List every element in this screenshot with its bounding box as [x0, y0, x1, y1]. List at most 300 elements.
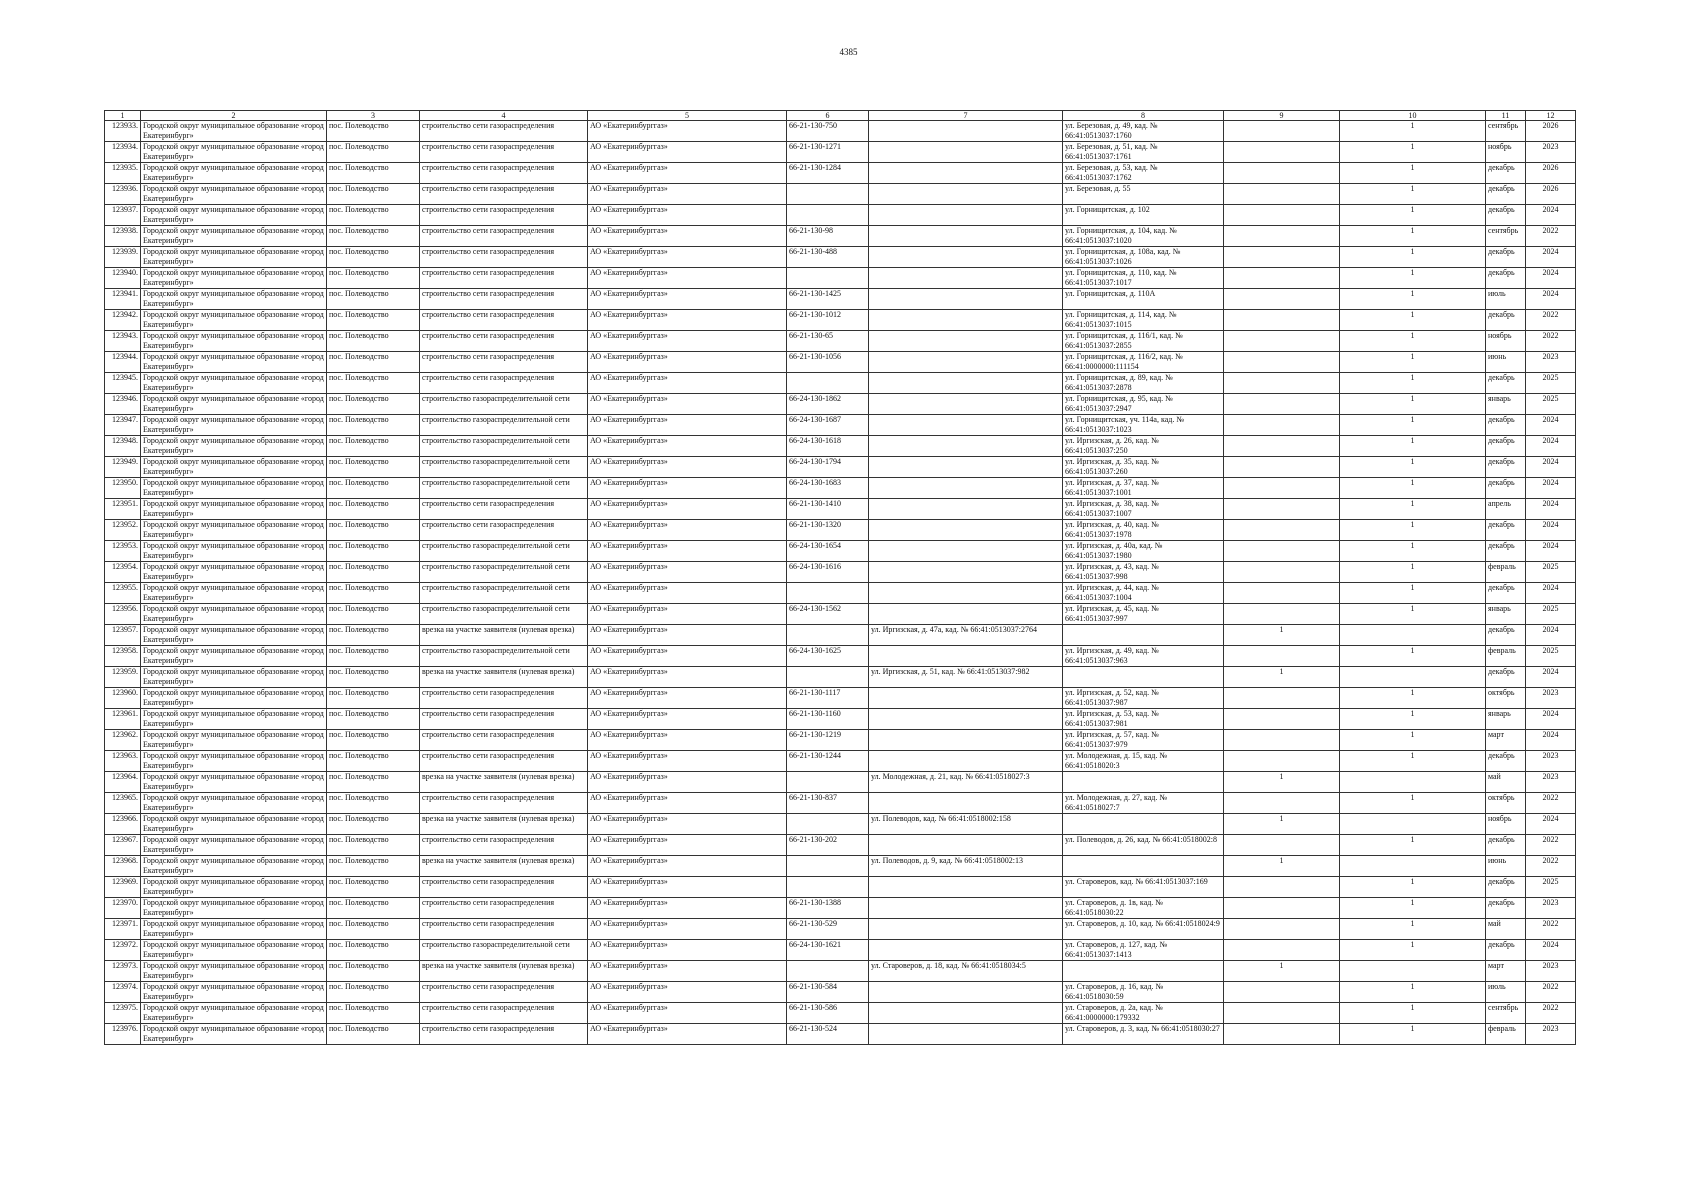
cell-col-11: март	[1486, 730, 1526, 751]
cell-col-6: 66-24-130-1562	[787, 604, 869, 625]
cell-col-12: 2022	[1526, 1003, 1576, 1024]
cell-col-6: 66-24-130-1683	[787, 478, 869, 499]
table-row	[105, 982, 1576, 1003]
cell-col-1: 123963.	[105, 751, 141, 772]
cell-col-4: строительство газораспределительной сети	[420, 478, 588, 499]
cell-col-9	[1224, 751, 1340, 772]
cell-col-3: пос. Полеводство	[327, 709, 420, 730]
register-table	[104, 110, 1576, 1045]
cell-col-12: 2024	[1526, 247, 1576, 268]
cell-col-6: 66-21-130-837	[787, 793, 869, 814]
table-row	[105, 310, 1576, 331]
cell-col-9: 1	[1224, 961, 1340, 982]
cell-col-12: 2024	[1526, 625, 1576, 646]
table-row	[105, 163, 1576, 184]
cell-col-11: ноябрь	[1486, 814, 1526, 835]
cell-col-8: ул. Иргизская, д. 57, кад. № 66:41:0513037:979	[1063, 730, 1224, 751]
cell-col-3: пос. Полеводство	[327, 310, 420, 331]
cell-col-8: ул. Иргизская, д. 53, кад. № 66:41:0513037:981	[1063, 709, 1224, 730]
cell-col-2: Городской округ муниципальное образование «город Екатеринбург»	[141, 394, 327, 415]
cell-col-1: 123955.	[105, 583, 141, 604]
cell-col-2: Городской округ муниципальное образование «город Екатеринбург»	[141, 373, 327, 394]
column-header-8: 8	[1063, 111, 1224, 121]
cell-col-6: 66-21-130-98	[787, 226, 869, 247]
cell-col-4: врезка на участке заявителя (нулевая врезка)	[420, 856, 588, 877]
cell-col-12: 2024	[1526, 205, 1576, 226]
cell-col-11: декабрь	[1486, 667, 1526, 688]
cell-col-7: ул. Полеводов, д. 9, кад. № 66:41:0518002:13	[869, 856, 1063, 877]
cell-col-6	[787, 961, 869, 982]
cell-col-1: 123953.	[105, 541, 141, 562]
cell-col-2: Городской округ муниципальное образование «город Екатеринбург»	[141, 940, 327, 961]
cell-col-2: Городской округ муниципальное образование «город Екатеринбург»	[141, 268, 327, 289]
cell-col-6	[787, 877, 869, 898]
cell-col-5: АО «Екатеринбурггаз»	[588, 499, 787, 520]
cell-col-10: 1	[1340, 646, 1486, 667]
cell-col-3: пос. Полеводство	[327, 751, 420, 772]
cell-col-7	[869, 835, 1063, 856]
cell-col-5: АО «Екатеринбурггаз»	[588, 310, 787, 331]
cell-col-1: 123975.	[105, 1003, 141, 1024]
cell-col-4: строительство сети газораспределения	[420, 205, 588, 226]
cell-col-1: 123974.	[105, 982, 141, 1003]
column-header-7: 7	[869, 111, 1063, 121]
cell-col-3: пос. Полеводство	[327, 457, 420, 478]
cell-col-9	[1224, 352, 1340, 373]
cell-col-4: врезка на участке заявителя (нулевая врезка)	[420, 625, 588, 646]
cell-col-5: АО «Екатеринбурггаз»	[588, 940, 787, 961]
cell-col-5: АО «Екатеринбурггаз»	[588, 625, 787, 646]
cell-col-1: 123971.	[105, 919, 141, 940]
cell-col-7	[869, 1024, 1063, 1045]
table-row	[105, 814, 1576, 835]
cell-col-8	[1063, 667, 1224, 688]
cell-col-7	[869, 919, 1063, 940]
cell-col-9	[1224, 520, 1340, 541]
cell-col-12: 2025	[1526, 394, 1576, 415]
cell-col-3: пос. Полеводство	[327, 478, 420, 499]
cell-col-8: ул. Горнищитская, д. 95, кад. № 66:41:0513037:2947	[1063, 394, 1224, 415]
cell-col-9	[1224, 982, 1340, 1003]
cell-col-6: 66-21-130-488	[787, 247, 869, 268]
cell-col-4: строительство сети газораспределения	[420, 121, 588, 142]
cell-col-8: ул. Староверов, д. 2а, кад. № 66:41:0000000:179332	[1063, 1003, 1224, 1024]
cell-col-8: ул. Горнищитская, д. 102	[1063, 205, 1224, 226]
cell-col-7	[869, 541, 1063, 562]
cell-col-9	[1224, 457, 1340, 478]
cell-col-4: строительство сети газораспределения	[420, 898, 588, 919]
cell-col-12: 2022	[1526, 310, 1576, 331]
cell-col-12: 2023	[1526, 142, 1576, 163]
cell-col-8	[1063, 772, 1224, 793]
cell-col-10: 1	[1340, 373, 1486, 394]
cell-col-2: Городской округ муниципальное образование «город Екатеринбург»	[141, 457, 327, 478]
cell-col-9	[1224, 331, 1340, 352]
cell-col-11: сентябрь	[1486, 226, 1526, 247]
cell-col-4: строительство сети газораспределения	[420, 1003, 588, 1024]
cell-col-3: пос. Полеводство	[327, 247, 420, 268]
cell-col-7	[869, 289, 1063, 310]
cell-col-7	[869, 604, 1063, 625]
cell-col-12: 2024	[1526, 709, 1576, 730]
cell-col-9	[1224, 373, 1340, 394]
cell-col-3: пос. Полеводство	[327, 331, 420, 352]
cell-col-9: 1	[1224, 625, 1340, 646]
cell-col-3: пос. Полеводство	[327, 415, 420, 436]
page-number: 4385	[839, 47, 858, 57]
cell-col-7	[869, 793, 1063, 814]
cell-col-6: 66-21-130-65	[787, 331, 869, 352]
cell-col-2: Городской округ муниципальное образование «город Екатеринбург»	[141, 562, 327, 583]
cell-col-7	[869, 415, 1063, 436]
cell-col-4: строительство сети газораспределения	[420, 688, 588, 709]
cell-col-5: АО «Екатеринбурггаз»	[588, 751, 787, 772]
cell-col-8: ул. Иргизская, д. 43, кад. № 66:41:0513037:998	[1063, 562, 1224, 583]
table-header	[105, 111, 1576, 121]
cell-col-2: Городской округ муниципальное образование «город Екатеринбург»	[141, 583, 327, 604]
cell-col-2: Городской округ муниципальное образование «город Екатеринбург»	[141, 982, 327, 1003]
cell-col-11: декабрь	[1486, 478, 1526, 499]
cell-col-2: Городской округ муниципальное образование «город Екатеринбург»	[141, 709, 327, 730]
table-row	[105, 646, 1576, 667]
cell-col-11: октябрь	[1486, 688, 1526, 709]
cell-col-3: пос. Полеводство	[327, 289, 420, 310]
table-row	[105, 520, 1576, 541]
cell-col-12: 2024	[1526, 583, 1576, 604]
table-row	[105, 877, 1576, 898]
cell-col-4: строительство сети газораспределения	[420, 877, 588, 898]
cell-col-4: строительство газораспределительной сети	[420, 457, 588, 478]
cell-col-11: декабрь	[1486, 163, 1526, 184]
cell-col-12: 2023	[1526, 352, 1576, 373]
cell-col-10	[1340, 856, 1486, 877]
cell-col-3: пос. Полеводство	[327, 667, 420, 688]
cell-col-11: декабрь	[1486, 373, 1526, 394]
cell-col-9	[1224, 1003, 1340, 1024]
cell-col-5: АО «Екатеринбурггаз»	[588, 331, 787, 352]
cell-col-10: 1	[1340, 499, 1486, 520]
cell-col-9	[1224, 541, 1340, 562]
cell-col-8	[1063, 814, 1224, 835]
cell-col-8: ул. Иргизская, д. 40, кад. № 66:41:0513037:1978	[1063, 520, 1224, 541]
cell-col-3: пос. Полеводство	[327, 499, 420, 520]
cell-col-11: январь	[1486, 709, 1526, 730]
cell-col-11: октябрь	[1486, 793, 1526, 814]
table-row	[105, 1003, 1576, 1024]
cell-col-4: строительство газораспределительной сети	[420, 583, 588, 604]
cell-col-12: 2023	[1526, 688, 1576, 709]
cell-col-8	[1063, 625, 1224, 646]
cell-col-8: ул. Горнищитская, д. 108а, кад. № 66:41:0513037:1026	[1063, 247, 1224, 268]
cell-col-7	[869, 583, 1063, 604]
table-row	[105, 919, 1576, 940]
cell-col-8: ул. Староверов, д. 1в, кад. № 66:41:0518030:22	[1063, 898, 1224, 919]
cell-col-10: 1	[1340, 562, 1486, 583]
table-row	[105, 247, 1576, 268]
cell-col-8: ул. Березовая, д. 55	[1063, 184, 1224, 205]
table-row	[105, 1024, 1576, 1045]
table-row	[105, 625, 1576, 646]
cell-col-1: 123935.	[105, 163, 141, 184]
cell-col-9	[1224, 121, 1340, 142]
cell-col-9	[1224, 793, 1340, 814]
cell-col-4: строительство сети газораспределения	[420, 919, 588, 940]
cell-col-11: июль	[1486, 982, 1526, 1003]
cell-col-2: Городской округ муниципальное образование «город Екатеринбург»	[141, 478, 327, 499]
cell-col-7	[869, 688, 1063, 709]
cell-col-5: АО «Екатеринбурггаз»	[588, 247, 787, 268]
cell-col-1: 123958.	[105, 646, 141, 667]
cell-col-10: 1	[1340, 898, 1486, 919]
cell-col-4: строительство сети газораспределения	[420, 730, 588, 751]
cell-col-9: 1	[1224, 772, 1340, 793]
cell-col-11: декабрь	[1486, 940, 1526, 961]
cell-col-8: ул. Молодежная, д. 15, кад. № 66:41:0518020:3	[1063, 751, 1224, 772]
cell-col-1: 123938.	[105, 226, 141, 247]
cell-col-3: пос. Полеводство	[327, 163, 420, 184]
table-row	[105, 898, 1576, 919]
cell-col-7	[869, 247, 1063, 268]
cell-col-1: 123968.	[105, 856, 141, 877]
cell-col-9	[1224, 688, 1340, 709]
cell-col-4: строительство газораспределительной сети	[420, 541, 588, 562]
cell-col-12: 2024	[1526, 436, 1576, 457]
cell-col-11: декабрь	[1486, 520, 1526, 541]
cell-col-12: 2023	[1526, 751, 1576, 772]
cell-col-1: 123949.	[105, 457, 141, 478]
cell-col-8: ул. Горнищитская, д. 116/2, кад. № 66:41:0000000:111154	[1063, 352, 1224, 373]
cell-col-6: 66-21-130-750	[787, 121, 869, 142]
cell-col-6	[787, 205, 869, 226]
cell-col-6: 66-24-130-1862	[787, 394, 869, 415]
cell-col-2: Городской округ муниципальное образование «город Екатеринбург»	[141, 730, 327, 751]
cell-col-5: АО «Екатеринбурггаз»	[588, 373, 787, 394]
cell-col-4: строительство сети газораспределения	[420, 793, 588, 814]
cell-col-5: АО «Екатеринбурггаз»	[588, 562, 787, 583]
cell-col-2: Городской округ муниципальное образование «город Екатеринбург»	[141, 625, 327, 646]
cell-col-10: 1	[1340, 163, 1486, 184]
cell-col-3: пос. Полеводство	[327, 940, 420, 961]
cell-col-1: 123954.	[105, 562, 141, 583]
cell-col-10: 1	[1340, 982, 1486, 1003]
table-body	[105, 121, 1576, 1045]
cell-col-8: ул. Березовая, д. 49, кад. № 66:41:0513037:1760	[1063, 121, 1224, 142]
cell-col-8: ул. Горнищитская, д. 89, кад. № 66:41:0513037:2878	[1063, 373, 1224, 394]
cell-col-5: АО «Екатеринбурггаз»	[588, 856, 787, 877]
cell-col-3: пос. Полеводство	[327, 142, 420, 163]
column-header-4: 4	[420, 111, 588, 121]
cell-col-3: пос. Полеводство	[327, 373, 420, 394]
cell-col-10	[1340, 667, 1486, 688]
cell-col-11: июнь	[1486, 352, 1526, 373]
cell-col-6	[787, 667, 869, 688]
cell-col-7	[869, 499, 1063, 520]
cell-col-2: Городской округ муниципальное образование «город Екатеринбург»	[141, 772, 327, 793]
cell-col-9	[1224, 268, 1340, 289]
table-row	[105, 541, 1576, 562]
cell-col-2: Городской округ муниципальное образование «город Екатеринбург»	[141, 436, 327, 457]
cell-col-3: пос. Полеводство	[327, 688, 420, 709]
table-row	[105, 793, 1576, 814]
cell-col-6: 66-21-130-1410	[787, 499, 869, 520]
cell-col-7	[869, 184, 1063, 205]
cell-col-2: Городской округ муниципальное образование «город Екатеринбург»	[141, 919, 327, 940]
cell-col-9	[1224, 226, 1340, 247]
cell-col-6: 66-24-130-1654	[787, 541, 869, 562]
cell-col-4: строительство газораспределительной сети	[420, 604, 588, 625]
cell-col-2: Городской округ муниципальное образование «город Екатеринбург»	[141, 121, 327, 142]
cell-col-5: АО «Екатеринбурггаз»	[588, 121, 787, 142]
cell-col-8: ул. Горнищитская, д. 110, кад. № 66:41:0513037:1017	[1063, 268, 1224, 289]
cell-col-3: пос. Полеводство	[327, 835, 420, 856]
cell-col-2: Городской округ муниципальное образование «город Екатеринбург»	[141, 856, 327, 877]
cell-col-3: пос. Полеводство	[327, 877, 420, 898]
cell-col-6	[787, 184, 869, 205]
cell-col-12: 2024	[1526, 499, 1576, 520]
table-row	[105, 289, 1576, 310]
cell-col-7: ул. Полеводов, кад. № 66:41:0518002:158	[869, 814, 1063, 835]
cell-col-8: ул. Горнищитская, д. 104, кад. № 66:41:0513037:1020	[1063, 226, 1224, 247]
cell-col-12: 2025	[1526, 373, 1576, 394]
cell-col-2: Городской округ муниципальное образование «город Екатеринбург»	[141, 877, 327, 898]
cell-col-7	[869, 226, 1063, 247]
cell-col-7	[869, 352, 1063, 373]
cell-col-2: Городской округ муниципальное образование «город Екатеринбург»	[141, 205, 327, 226]
cell-col-7	[869, 142, 1063, 163]
cell-col-11: декабрь	[1486, 541, 1526, 562]
cell-col-1: 123959.	[105, 667, 141, 688]
cell-col-12: 2022	[1526, 835, 1576, 856]
cell-col-10: 1	[1340, 352, 1486, 373]
cell-col-11: декабрь	[1486, 247, 1526, 268]
cell-col-12: 2024	[1526, 730, 1576, 751]
cell-col-1: 123972.	[105, 940, 141, 961]
cell-col-3: пос. Полеводство	[327, 814, 420, 835]
table-row	[105, 604, 1576, 625]
cell-col-5: АО «Екатеринбурггаз»	[588, 184, 787, 205]
cell-col-6: 66-24-130-1616	[787, 562, 869, 583]
cell-col-7: ул. Староверов, д. 18, кад. № 66:41:0518034:5	[869, 961, 1063, 982]
cell-col-2: Городской округ муниципальное образование «город Екатеринбург»	[141, 184, 327, 205]
cell-col-9	[1224, 163, 1340, 184]
cell-col-8: ул. Иргизская, д. 44, кад. № 66:41:0513037:1004	[1063, 583, 1224, 604]
cell-col-6	[787, 772, 869, 793]
cell-col-2: Городской округ муниципальное образование «город Екатеринбург»	[141, 793, 327, 814]
cell-col-1: 123965.	[105, 793, 141, 814]
cell-col-9: 1	[1224, 814, 1340, 835]
cell-col-4: строительство сети газораспределения	[420, 289, 588, 310]
cell-col-10: 1	[1340, 415, 1486, 436]
cell-col-5: АО «Екатеринбурггаз»	[588, 709, 787, 730]
cell-col-5: АО «Екатеринбурггаз»	[588, 877, 787, 898]
cell-col-1: 123967.	[105, 835, 141, 856]
cell-col-7	[869, 436, 1063, 457]
cell-col-3: пос. Полеводство	[327, 226, 420, 247]
table-row	[105, 688, 1576, 709]
cell-col-11: декабрь	[1486, 898, 1526, 919]
cell-col-3: пос. Полеводство	[327, 1024, 420, 1045]
cell-col-8: ул. Староверов, д. 3, кад. № 66:41:0518030:27	[1063, 1024, 1224, 1045]
cell-col-11: сентябрь	[1486, 121, 1526, 142]
cell-col-6: 66-21-130-1160	[787, 709, 869, 730]
cell-col-7	[869, 940, 1063, 961]
cell-col-3: пос. Полеводство	[327, 919, 420, 940]
cell-col-12: 2024	[1526, 520, 1576, 541]
cell-col-5: АО «Екатеринбурггаз»	[588, 730, 787, 751]
cell-col-7	[869, 373, 1063, 394]
cell-col-4: строительство сети газораспределения	[420, 184, 588, 205]
table-row	[105, 394, 1576, 415]
cell-col-6: 66-24-130-1625	[787, 646, 869, 667]
cell-col-11: ноябрь	[1486, 331, 1526, 352]
cell-col-9	[1224, 247, 1340, 268]
cell-col-9	[1224, 415, 1340, 436]
cell-col-3: пос. Полеводство	[327, 394, 420, 415]
table-row	[105, 667, 1576, 688]
cell-col-5: АО «Екатеринбурггаз»	[588, 163, 787, 184]
cell-col-5: АО «Екатеринбурггаз»	[588, 436, 787, 457]
cell-col-1: 123962.	[105, 730, 141, 751]
cell-col-2: Городской округ муниципальное образование «город Екатеринбург»	[141, 541, 327, 562]
table-row	[105, 184, 1576, 205]
cell-col-2: Городской округ муниципальное образование «город Екатеринбург»	[141, 520, 327, 541]
cell-col-6: 66-21-130-1425	[787, 289, 869, 310]
table-row	[105, 352, 1576, 373]
cell-col-12: 2024	[1526, 667, 1576, 688]
cell-col-3: пос. Полеводство	[327, 268, 420, 289]
cell-col-5: АО «Екатеринбурггаз»	[588, 478, 787, 499]
cell-col-11: февраль	[1486, 1024, 1526, 1045]
cell-col-11: декабрь	[1486, 751, 1526, 772]
cell-col-9	[1224, 646, 1340, 667]
cell-col-8: ул. Иргизская, д. 38, кад. № 66:41:0513037:1007	[1063, 499, 1224, 520]
table-row	[105, 478, 1576, 499]
column-header-3: 3	[327, 111, 420, 121]
cell-col-1: 123956.	[105, 604, 141, 625]
cell-col-1: 123948.	[105, 436, 141, 457]
cell-col-6	[787, 814, 869, 835]
cell-col-6: 66-21-130-202	[787, 835, 869, 856]
cell-col-10: 1	[1340, 436, 1486, 457]
cell-col-3: пос. Полеводство	[327, 646, 420, 667]
cell-col-8: ул. Иргизская, д. 45, кад. № 66:41:0513037:997	[1063, 604, 1224, 625]
cell-col-12: 2024	[1526, 478, 1576, 499]
cell-col-1: 123946.	[105, 394, 141, 415]
column-header-6: 6	[787, 111, 869, 121]
table-row	[105, 226, 1576, 247]
cell-col-6: 66-21-130-1244	[787, 751, 869, 772]
cell-col-8: ул. Староверов, д. 10, кад. № 66:41:0518024:9	[1063, 919, 1224, 940]
cell-col-4: строительство сети газораспределения	[420, 709, 588, 730]
cell-col-2: Городской округ муниципальное образование «город Екатеринбург»	[141, 751, 327, 772]
cell-col-3: пос. Полеводство	[327, 184, 420, 205]
cell-col-1: 123969.	[105, 877, 141, 898]
cell-col-4: врезка на участке заявителя (нулевая врезка)	[420, 772, 588, 793]
cell-col-7: ул. Иргизская, д. 47а, кад. № 66:41:0513037:2764	[869, 625, 1063, 646]
cell-col-7	[869, 730, 1063, 751]
cell-col-9	[1224, 310, 1340, 331]
table-row	[105, 457, 1576, 478]
cell-col-7	[869, 394, 1063, 415]
cell-col-7	[869, 268, 1063, 289]
cell-col-4: строительство сети газораспределения	[420, 268, 588, 289]
table-row	[105, 940, 1576, 961]
cell-col-8: ул. Иргизская, д. 52, кад. № 66:41:0513037:987	[1063, 688, 1224, 709]
cell-col-8: ул. Горнищитская, д. 110А	[1063, 289, 1224, 310]
cell-col-10: 1	[1340, 142, 1486, 163]
cell-col-10	[1340, 625, 1486, 646]
cell-col-9	[1224, 835, 1340, 856]
